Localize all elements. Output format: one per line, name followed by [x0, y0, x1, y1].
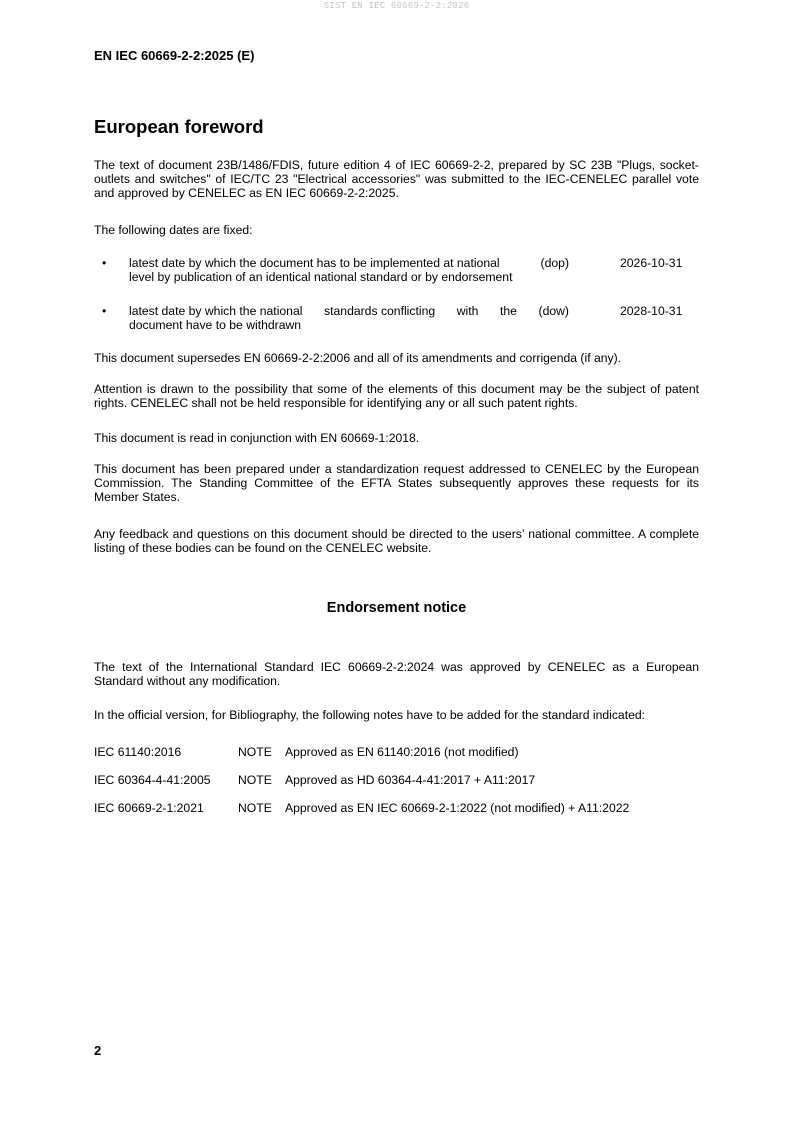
- date-item-date: 2026-10-31: [620, 256, 683, 270]
- date-item-phrase: standards conflicting: [324, 304, 436, 318]
- date-item-description: [129, 304, 569, 332]
- note-text: Approved as EN IEC 60669-2-1:2022 (not modified) + A11:2022: [285, 801, 630, 815]
- date-item-phrase: the: [499, 304, 517, 318]
- endorsement-title: Endorsement notice: [326, 600, 467, 616]
- standardization-section: [94, 462, 699, 504]
- patent-section: [94, 382, 699, 410]
- note-text: Approved as HD 60364-4-41:2017 + A11:2017: [285, 773, 536, 787]
- foreword-intro-paragraph: The text of document 23B/1486/FDIS, future edition 4 of IEC 60669-2-2, prepared by SC 23B "Plugs, socket-outlets and switches" of IEC/TC 23 "Electrical accessories" was submitted to the IEC-CENELEC parallel vote and approved by CENELEC as EN IEC 60669-2-2:2025.: [94, 158, 699, 200]
- supersedes-section: [94, 351, 699, 365]
- date-item-phrase: latest date by which the document has to be implemented at national: [129, 256, 500, 270]
- dates-intro-paragraph: The following dates are fixed:: [94, 223, 253, 237]
- foreword-title: European foreword: [94, 116, 264, 137]
- note-standard: IEC 60364-4-41:2005: [94, 773, 211, 787]
- date-item-code: (dop): [540, 256, 569, 270]
- bullet-icon: •: [102, 256, 107, 270]
- note-standard: IEC 61140:2016: [94, 745, 182, 759]
- date-item-line2: document have to be withdrawn: [129, 318, 302, 332]
- note-standard: IEC 60669-2-1:2021: [94, 801, 204, 815]
- conjunction-paragraph: This document is read in conjunction with EN 60669-1:2018.: [94, 431, 420, 445]
- date-item-phrase: latest date by which the national: [129, 304, 303, 318]
- feedback-section: [94, 527, 699, 555]
- note-label: NOTE: [238, 801, 272, 815]
- supersedes-paragraph: This document supersedes EN 60669-2-2:2006 and all of its amendments and corrigenda (if any).: [94, 351, 622, 365]
- conjunction-section: [94, 431, 699, 445]
- watermark: SIST EN IEC 60669-2-2:2026: [323, 1, 470, 11]
- bibliography-intro-paragraph: In the official version, for Bibliography, the following notes have to be added for the standard indicated:: [94, 708, 646, 722]
- bullet-icon: •: [102, 304, 107, 318]
- endorsement-paragraph: The text of the International Standard IEC 60669-2-2:2024 was approved by CENELEC as a European Standard without any modification.: [94, 660, 699, 688]
- note-label: NOTE: [238, 745, 272, 759]
- feedback-paragraph: Any feedback and questions on this document should be directed to the users’ national committee. A complete listing of these bodies can be found on the CENELEC website.: [94, 527, 699, 555]
- date-item-line1: [129, 304, 569, 318]
- bibliography-intro-section: [94, 708, 699, 722]
- date-item-code: (dow): [538, 304, 569, 318]
- page-number: 2: [94, 1043, 102, 1058]
- date-item-line1: [129, 256, 569, 270]
- date-item-date: 2028-10-31: [620, 304, 683, 318]
- note-label: NOTE: [238, 773, 272, 787]
- patent-paragraph: Attention is drawn to the possibility that some of the elements of this document may be the subject of patent rights. CENELEC shall not be held responsible for identifying any or all such patent rights.: [94, 382, 699, 410]
- document-id-header: EN IEC 60669-2-2:2025 (E): [94, 48, 255, 63]
- standardization-paragraph: This document has been prepared under a standardization request addressed to CENELEC by the European Commission. The Standing Committee of the EFTA States subsequently approves these requests for its Member States.: [94, 462, 699, 504]
- dates-intro-section: [94, 223, 699, 237]
- endorsement-section: [94, 660, 699, 688]
- date-item-phrase: with: [456, 304, 479, 318]
- foreword-intro-section: [94, 158, 699, 200]
- note-text: Approved as EN 61140:2016 (not modified): [285, 745, 519, 759]
- date-item-description: [129, 256, 569, 284]
- date-item-line2: level by publication of an identical national standard or by endorsement: [129, 270, 513, 284]
